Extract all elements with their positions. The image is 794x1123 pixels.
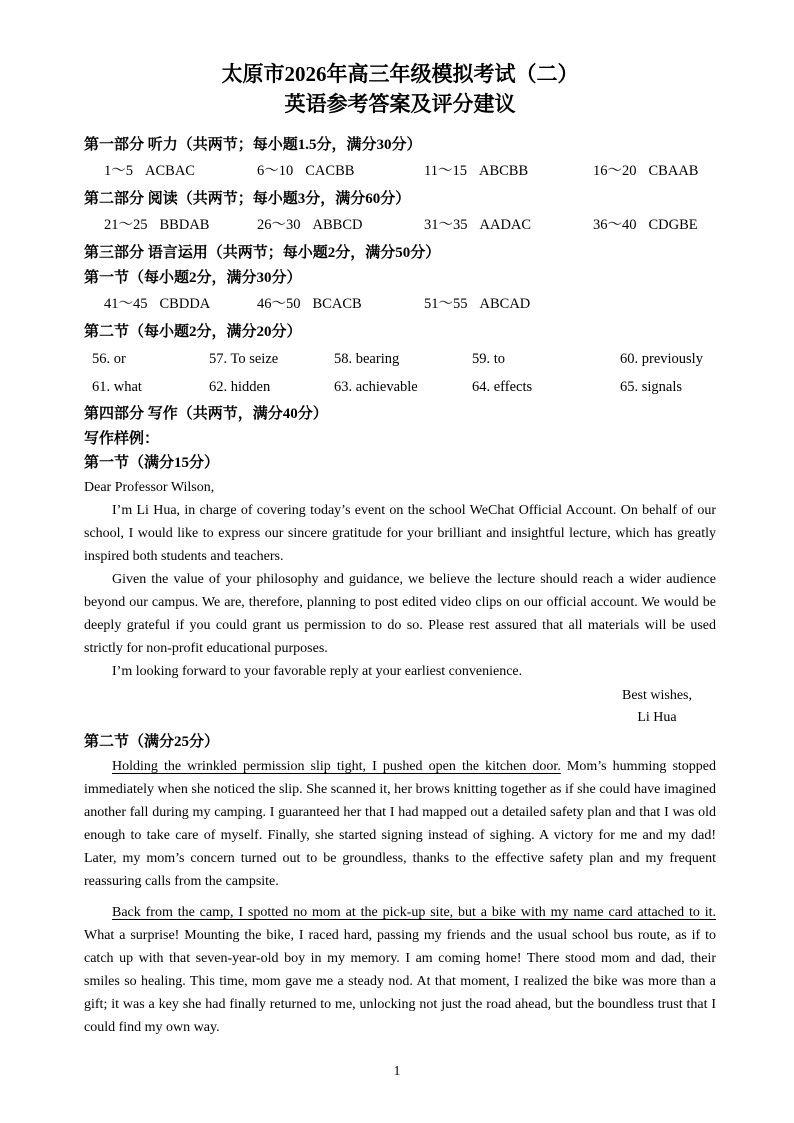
answer-group-1-5 bbox=[104, 159, 257, 183]
part3-heading: 第三部分 语言运用（共两节；每小题2分，满分50分） bbox=[84, 245, 441, 261]
writing-sample-label: 写作样例： bbox=[84, 431, 160, 447]
narrative-paragraph-2 bbox=[84, 901, 716, 1039]
fill-answer-57: 57. To seize bbox=[209, 351, 279, 367]
part2-heading: 第二部分 阅读（共两节；每小题3分，满分60分） bbox=[84, 191, 411, 207]
letter-paragraph-2: Given the value of your philosophy and guidance, we believe the lecture should reach a wider audience beyond our campus. We are, therefore, planning to post edited video clips on our official account. We would be deeply grateful if you could grant us permission to do so. Please rest assured that all materials will be used strictly for non-profit educational purposes. bbox=[84, 572, 716, 656]
part3-section1-heading: 第一节（每小题2分，满分30分） bbox=[84, 270, 302, 286]
answer-letters: ACBAC bbox=[145, 163, 195, 179]
answer-letters: ABBCD bbox=[312, 217, 363, 233]
part3-section2-answer-row-2 bbox=[84, 375, 716, 399]
answer-group-51-55 bbox=[424, 292, 593, 316]
part3-section2-answer-row-1 bbox=[84, 347, 716, 371]
answer-group-21-25 bbox=[104, 213, 257, 237]
document-title: 太原市2026年高三年级模拟考试（二） bbox=[221, 62, 579, 86]
fill-answer-64: 64. effects bbox=[472, 379, 533, 395]
answer-letters: CBAAB bbox=[648, 163, 699, 179]
part4-heading: 第四部分 写作（共两节，满分40分） bbox=[84, 406, 328, 422]
answer-group-31-35 bbox=[424, 213, 593, 237]
fill-answer-63: 63. achievable bbox=[334, 379, 418, 395]
fill-answer-59: 59. to bbox=[472, 351, 506, 367]
document-subtitle: 英语参考答案及评分建议 bbox=[284, 92, 516, 116]
answer-letters: CACBB bbox=[305, 163, 355, 179]
letter-paragraph-3: I’m looking forward to your favorable reply at your earliest convenience. bbox=[112, 664, 523, 679]
question-range: 6～10 bbox=[257, 163, 294, 179]
fill-answer-65: 65. signals bbox=[620, 379, 683, 395]
part2-answer-row bbox=[84, 213, 716, 237]
answer-group-41-45 bbox=[104, 292, 257, 316]
fill-answer-58: 58. bearing bbox=[334, 351, 400, 367]
part3-section1-answer-row bbox=[84, 292, 716, 316]
fill-answer-60: 60. previously bbox=[620, 351, 703, 367]
answer-group-empty bbox=[593, 292, 716, 316]
part1-heading: 第一部分 听力（共两节；每小题1.5分，满分30分） bbox=[84, 137, 422, 153]
answer-letters: CBDDA bbox=[159, 296, 211, 312]
part4-section1-heading: 第一节（满分15分） bbox=[84, 455, 220, 471]
question-range: 46～50 bbox=[257, 296, 301, 312]
answer-letters: ABCBB bbox=[478, 163, 529, 179]
question-range: 16～20 bbox=[593, 163, 637, 179]
question-range: 26～30 bbox=[257, 217, 301, 233]
page-number: 1 bbox=[393, 1063, 401, 1078]
question-range: 1～5 bbox=[104, 163, 133, 179]
letter-salutation: Dear Professor Wilson, bbox=[84, 480, 215, 495]
fill-answer-62: 62. hidden bbox=[209, 379, 271, 395]
part4-section2-heading: 第二节（满分25分） bbox=[84, 734, 220, 750]
answer-group-11-15 bbox=[424, 159, 593, 183]
fill-answer-56: 56. or bbox=[92, 351, 126, 367]
question-range: 31～35 bbox=[424, 217, 468, 233]
part3-section2-heading: 第二节（每小题2分，满分20分） bbox=[84, 324, 302, 340]
answer-group-46-50 bbox=[257, 292, 424, 316]
answer-letters: BCACB bbox=[312, 296, 362, 312]
part1-answer-row bbox=[84, 159, 716, 183]
narrative-paragraph-2-rest: What a surprise! Mounting the bike, I raced hard, passing my friends and the usual school bus route, as if to catch up with that seven-year-old boy in my memory. I am coming home! There stood mom and dad, their smiles so healing. This time, mom gave me a steady nod. At that moment, I realized the bike was more than a gift; it was a key she had finally returned to me, unlocking not just the road ahead, but the boundless trust that I could find my own way. bbox=[84, 928, 716, 1035]
answer-letters: BBDAB bbox=[159, 217, 210, 233]
letter-closing bbox=[622, 685, 692, 729]
question-range: 41～45 bbox=[104, 296, 148, 312]
narrative-paragraph-1 bbox=[84, 755, 716, 893]
fill-answer-61: 61. what bbox=[92, 379, 142, 395]
answer-group-6-10 bbox=[257, 159, 424, 183]
answer-letters: ABCAD bbox=[479, 296, 531, 312]
letter-paragraph-1: I’m Li Hua, in charge of covering today’s event on the school WeChat Official Account. On behalf of our school, I would like to express our sincere gratitude for your brilliant and insightful lecture, which has greatly inspired both students and teachers. bbox=[84, 503, 716, 564]
question-range: 21～25 bbox=[104, 217, 148, 233]
narrative-paragraph-1-lead: Holding the wrinkled permission slip tight, I pushed open the kitchen door. bbox=[112, 759, 561, 774]
answer-letters: CDGBE bbox=[648, 217, 698, 233]
closing-phrase: Best wishes, bbox=[622, 688, 692, 703]
answer-letters: AADAC bbox=[479, 217, 532, 233]
question-range: 36～40 bbox=[593, 217, 637, 233]
answer-group-26-30 bbox=[257, 213, 424, 237]
signature: Li Hua bbox=[637, 710, 677, 725]
answer-group-36-40 bbox=[593, 213, 716, 237]
narrative-paragraph-2-lead: Back from the camp, I spotted no mom at the pick-up site, but a bike with my name card attached to it. bbox=[112, 905, 716, 920]
answer-group-16-20 bbox=[593, 159, 716, 183]
question-range: 51～55 bbox=[424, 296, 468, 312]
narrative-paragraph-1-rest: Mom’s humming stopped immediately when she noticed the slip. She scanned it, her brows knitting together as if she could have imagined another fall during my camping. I guaranteed her that I had mapped out a detailed safety plan and that I was old enough to take care of myself. Finally, she started signing instead of sighing. A victory for me and my dad! Later, my mom’s concern turned out to be groundless, thanks to the effective safety plan and my frequent reassuring calls from the campsite. bbox=[84, 759, 716, 889]
question-range: 11～15 bbox=[424, 163, 467, 179]
